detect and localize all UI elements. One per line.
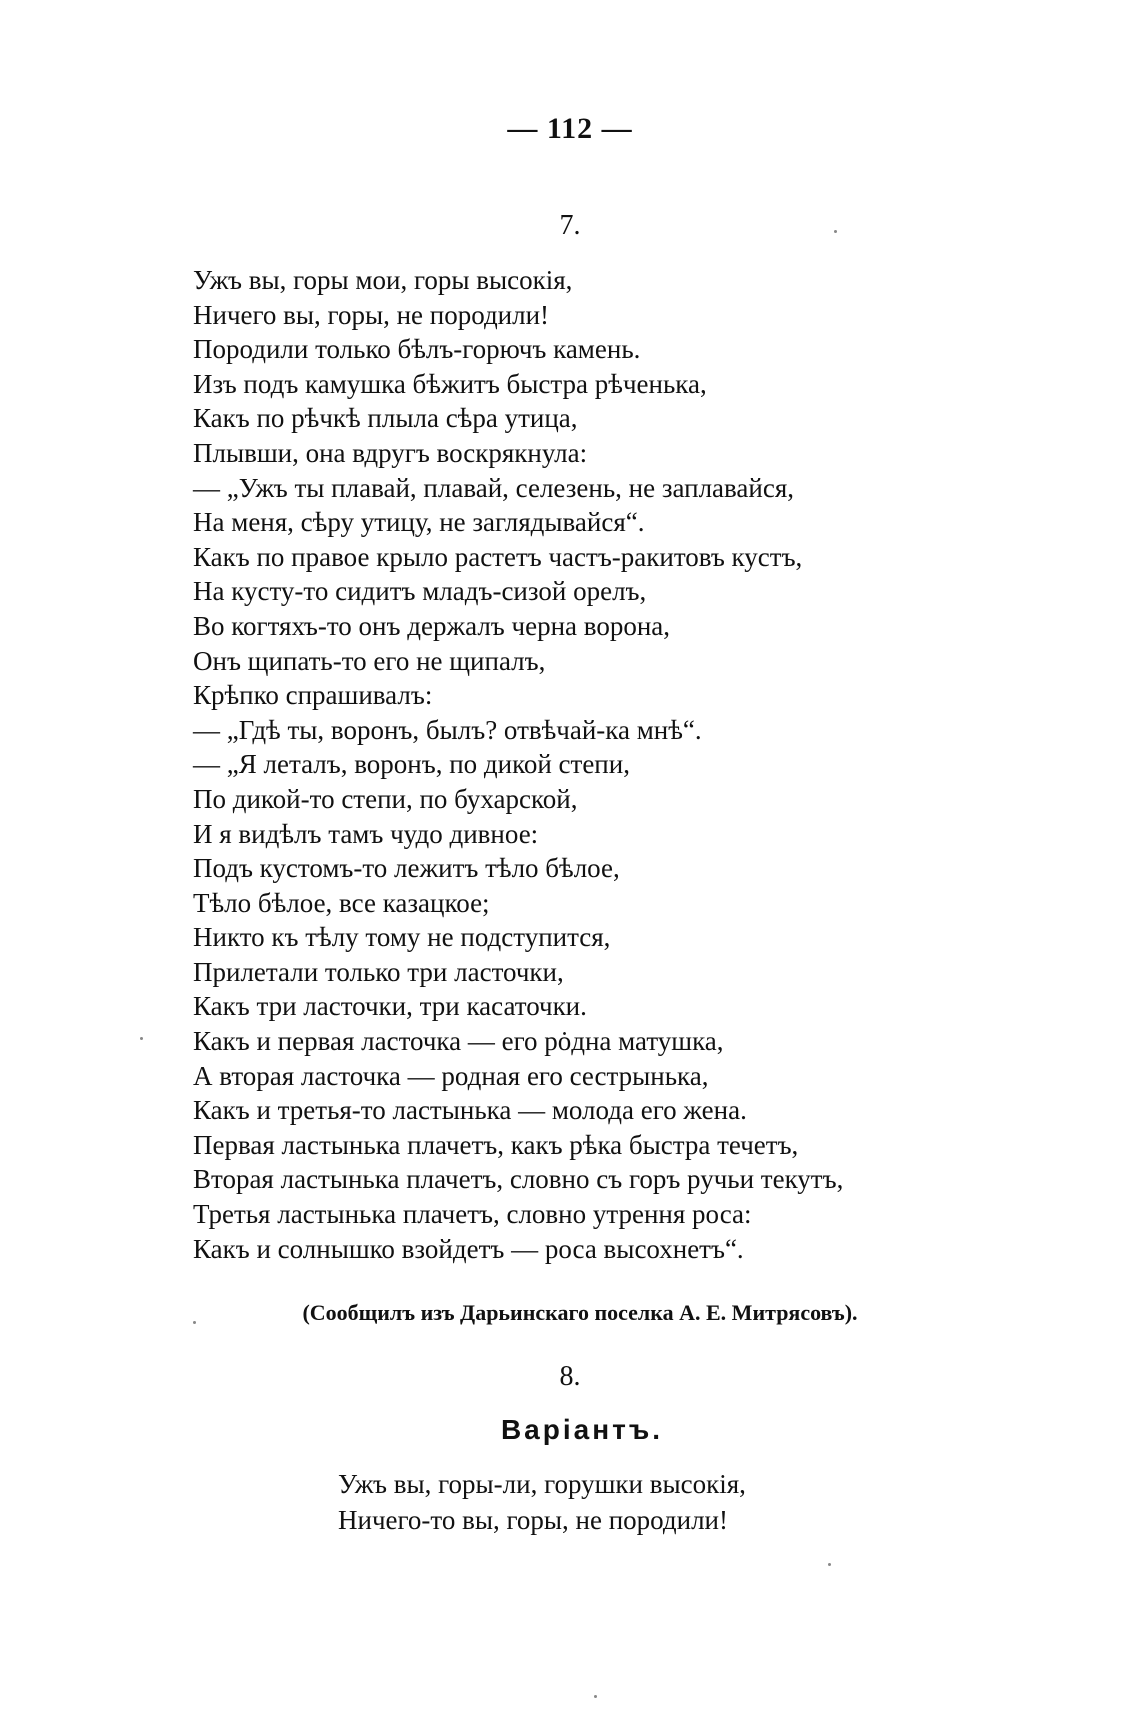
poem-line: Крѣпко спрашивалъ: [193, 680, 433, 711]
poem-line: Онъ щипать-то его не щипалъ, [193, 645, 546, 676]
poem-line: — „Гдѣ ты, воронъ, былъ? отвѣчай-ка мнѣ“. [193, 714, 702, 745]
scan-speck [193, 1321, 196, 1324]
scan-speck [834, 230, 837, 233]
poem-line: Какъ и солнышко взойдетъ — роса высохнетъ“. [193, 1233, 744, 1264]
poem-line: Ужъ вы, горы-ли, горушки высокія, [338, 1469, 746, 1499]
poem-line: Какъ по рѣчкѣ плыла сѣра утица, [193, 403, 578, 434]
poem-line: Какъ и первая ласточка — его рȯдна матушка, [193, 1026, 724, 1057]
poem-line: Подъ кустомъ-то лежитъ тѣло бѣлое, [193, 853, 620, 884]
scan-speck [594, 1695, 597, 1698]
poem-line: Плывши, она вдругъ воскрякнула: [193, 437, 588, 468]
poem-line: Во когтяхъ-то онъ держалъ черна ворона, [193, 610, 670, 641]
poem-line: Какъ по правое крыло растетъ частъ-ракитовъ кустъ, [193, 541, 803, 572]
poem-line: — „Ужъ ты плавай, плавай, селезень, не заплавайся, [193, 472, 795, 503]
poem-line: Какъ три ласточки, три касаточки. [193, 991, 587, 1022]
poem-line: — „Я леталъ, воронъ, по дикой степи, [193, 749, 630, 780]
poem-line: Первая ластынька плачетъ, какъ рѣка быстра течетъ, [193, 1129, 799, 1160]
section-number-7: 7. [559, 210, 581, 241]
poem-line: Вторая ластынька плачетъ, словно съ горъ ручьи текутъ, [193, 1164, 844, 1195]
poem-section-8 [338, 1466, 1038, 1538]
poem-section-7 [193, 263, 1093, 1266]
page-number: — 112 — [507, 112, 633, 145]
poem-line: Никто къ тѣлу тому не подступится, [193, 922, 611, 953]
scan-speck [828, 1563, 831, 1566]
poem-line: Изъ подъ камушка бѣжитъ быстра рѣченька, [193, 368, 707, 399]
scan-speck [140, 1037, 143, 1040]
poem-line: Породили только бѣлъ-горючъ камень. [193, 334, 641, 365]
poem-line: Какъ и третья-то ластынька — молода его жена. [193, 1095, 747, 1126]
poem-line: Ничего вы, горы, не породили! [193, 299, 550, 330]
poem-line: Прилетали только три ласточки, [193, 956, 564, 987]
poem-line: Третья ластынька плачетъ, словно утрення роса: [193, 1199, 752, 1230]
poem-line: А вторая ласточка — родная его сестрынька, [193, 1060, 709, 1091]
section-number-8: 8. [559, 1361, 581, 1392]
variant-heading: Варіантъ. [500, 1414, 664, 1445]
poem-line: Тѣло бѣлое, все казацкое; [193, 887, 490, 918]
poem-line: По дикой-то степи, по бухарской, [193, 783, 578, 814]
poem-line: На кусту-то сидитъ младъ-сизой орелъ, [193, 576, 647, 607]
poem-line: И я видѣлъ тамъ чудо дивное: [193, 818, 539, 849]
poem-line: Ужъ вы, горы мои, горы высокія, [193, 265, 573, 295]
attribution: (Сообщилъ изъ Дарьинскаго поселка А. Е. Митрясовъ). [302, 1300, 858, 1325]
poem-line: На меня, сѣру утицу, не заглядывайся“. [193, 507, 645, 538]
poem-line: Ничего-то вы, горы, не породили! [338, 1505, 728, 1535]
